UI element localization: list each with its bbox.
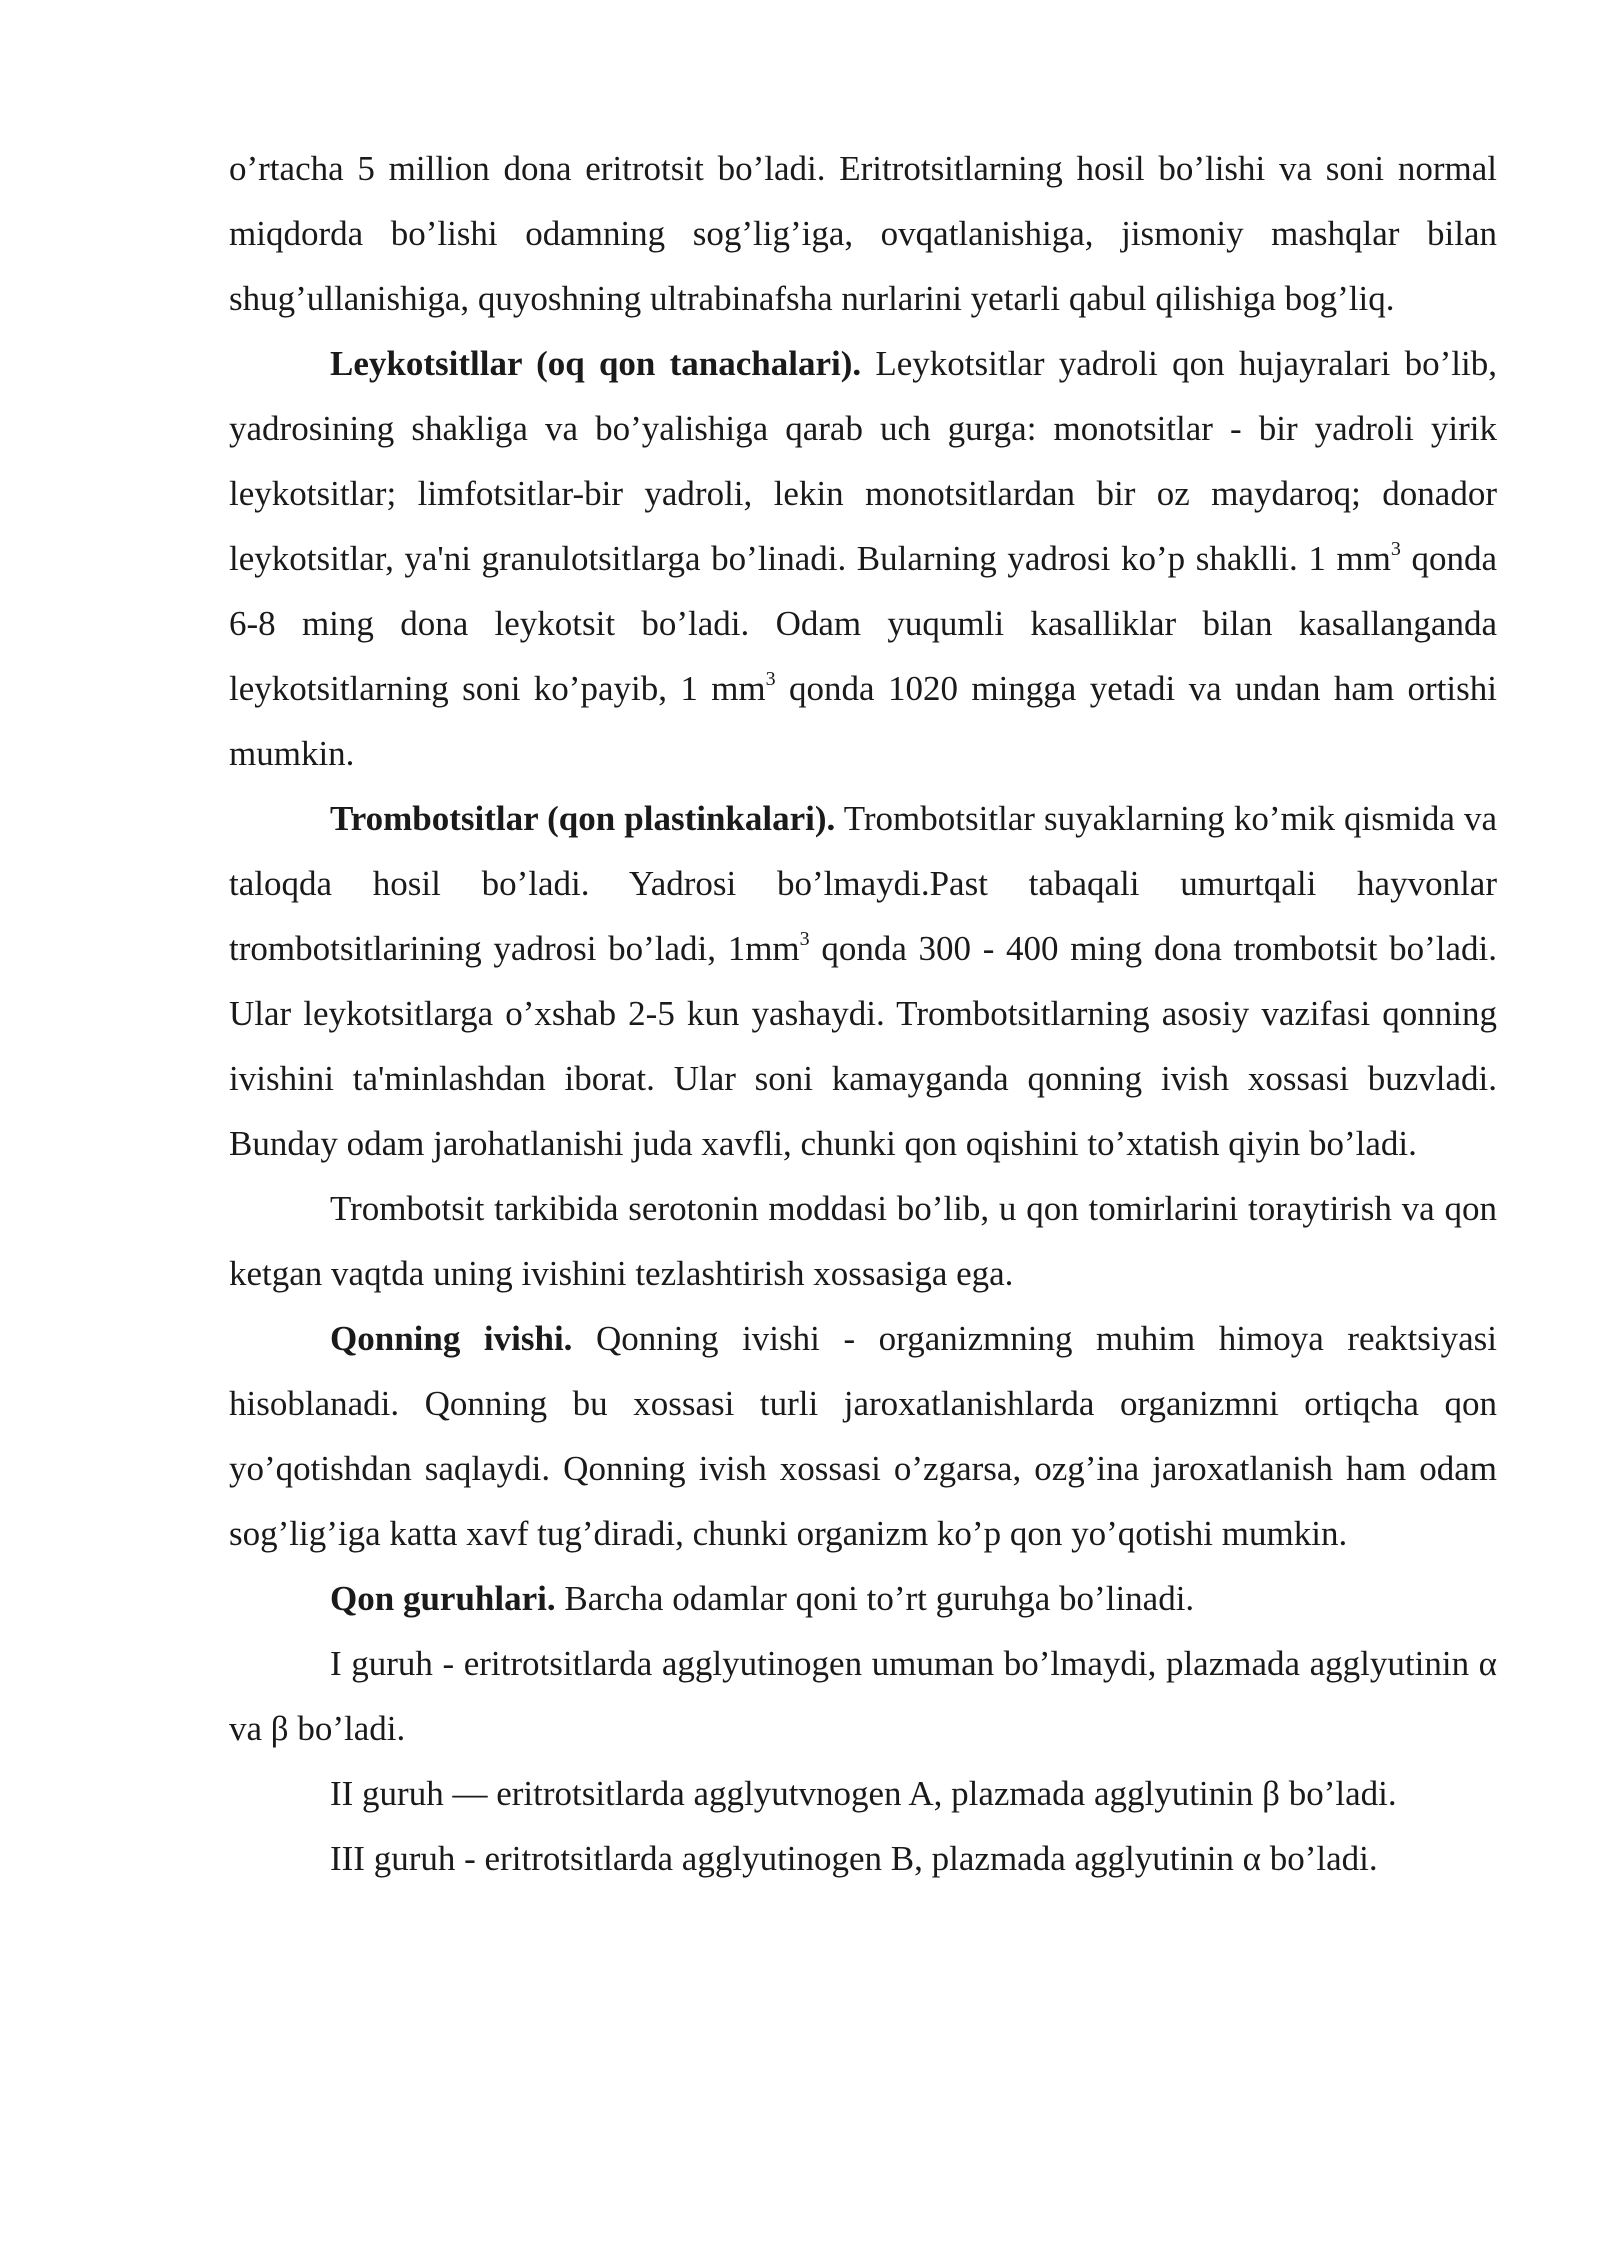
paragraph-text: II guruh — eritrotsitlarda agglyutvnogen A, plazmada agglyutinin β bo’ladi. [330,1774,1397,1813]
paragraph-text: qonda 300 - 400 ming dona trombotsit bo’ladi. Ular leykotsitlarga o’xshab 2-5 kun yashaydi. Trombotsitlarning asosiy vazifasi qonning ivishini ta'minlashdan iborat. Ular soni kamayganda qonning ivish xossasi buzvladi. Bunday odam jarohatlanishi juda xavfli, chunki qon oqishini to’xtatish qiyin bo’ladi. [229,929,1497,1163]
paragraph-text: qonda 6-8 ming dona leykotsit bo’ladi. Odam yuqumli kasalliklar bilan kasallanganda leykotsitlarning soni ko’payib, 1 mm [229,539,1497,708]
paragraph-group-1 [229,1631,1497,1761]
paragraph-text: qonda 1020 mingga yetadi va undan ham ortishi mumkin. [229,669,1498,773]
section-heading-blood-groups: Qon guruhlari. [330,1579,556,1618]
paragraph-text: I guruh - eritrotsitlarda agglyutinogen umuman bo’lmaydi, plazmada agglyutinin α va β bo’ladi. [229,1644,1497,1748]
paragraph-group-3 [229,1826,1497,1891]
paragraph-text: Trombotsitlar suyaklarning ko’mik qismida va taloqda hosil bo’ladi. Yadrosi bo’lmaydi.Past tabaqali umurtqali hayvonlar trombotsitlarining yadrosi bo’ladi, 1mm [229,799,1497,968]
paragraph-blood-groups [229,1566,1497,1631]
paragraph-text: Barcha odamlar qoni to’rt guruhga bo’linadi. [555,1579,1195,1618]
paragraph-text: III guruh - eritrotsitlarda agglyutinogen B, plazmada agglyutinin α bo’ladi. [330,1839,1378,1878]
paragraph-text: o’rtacha 5 million dona eritrotsit bo’ladi. Eritrotsitlarning hosil bo’lishi va soni normal miqdorda bo’lishi odamning sog’lig’iga, ovqatlanishiga, jismoniy mashqlar bilan shug’ullanishiga, quyoshning ultrabinafsha nurlarini yetarli qabul qilishiga bog’liq. [229,149,1497,318]
section-heading-thrombocytes: Trombotsitlar (qon plastinkalari). [330,799,836,838]
paragraph-erythrocytes [229,136,1497,331]
superscript-cube: 3 [1390,538,1401,561]
superscript-cube: 3 [799,928,810,951]
paragraph-thrombocytes [229,786,1497,1176]
superscript-cube: 3 [765,668,776,691]
paragraph-leukocytes [229,331,1497,786]
paragraph-group-2 [229,1761,1497,1826]
section-heading-leukocytes: Leykotsitllar (oq qon tanachalari). [330,344,862,383]
paragraph-text: Trombotsit tarkibida serotonin moddasi bo’lib, u qon tomirlarini toraytirish va qon ketgan vaqtda uning ivishini tezlashtirish xossasiga ega. [229,1189,1497,1293]
section-heading-blood-clotting: Qonning ivishi. [330,1319,573,1358]
paragraph-serotonin [229,1176,1497,1306]
paragraph-text: Leykotsitlar yadroli qon hujayralari bo’lib, yadrosining shakliga va bo’yalishiga qarab uch gurga: monotsitlar - bir yadroli yirik leykotsitlar; limfotsitlar-bir yadroli, lekin monotsitlardan bir oz maydaroq; donador leykotsitlar, ya'ni granulotsitlarga bo’linadi. Bularning yadrosi ko’p shaklli. 1 mm [229,344,1497,578]
paragraph-blood-clotting [229,1306,1497,1566]
document-page [229,136,1497,1891]
paragraph-text: Qonning ivishi - organizmning muhim himoya reaktsiyasi hisoblanadi. Qonning bu xossasi turli jaroxatlanishlarda organizmni ortiqcha qon yo’qotishdan saqlaydi. Qonning ivish xossasi o’zgarsa, ozg’ina jaroxatlanish ham odam sog’lig’iga katta xavf tug’diradi, chunki organizm ko’p qon yo’qotishi mumkin. [229,1319,1497,1553]
